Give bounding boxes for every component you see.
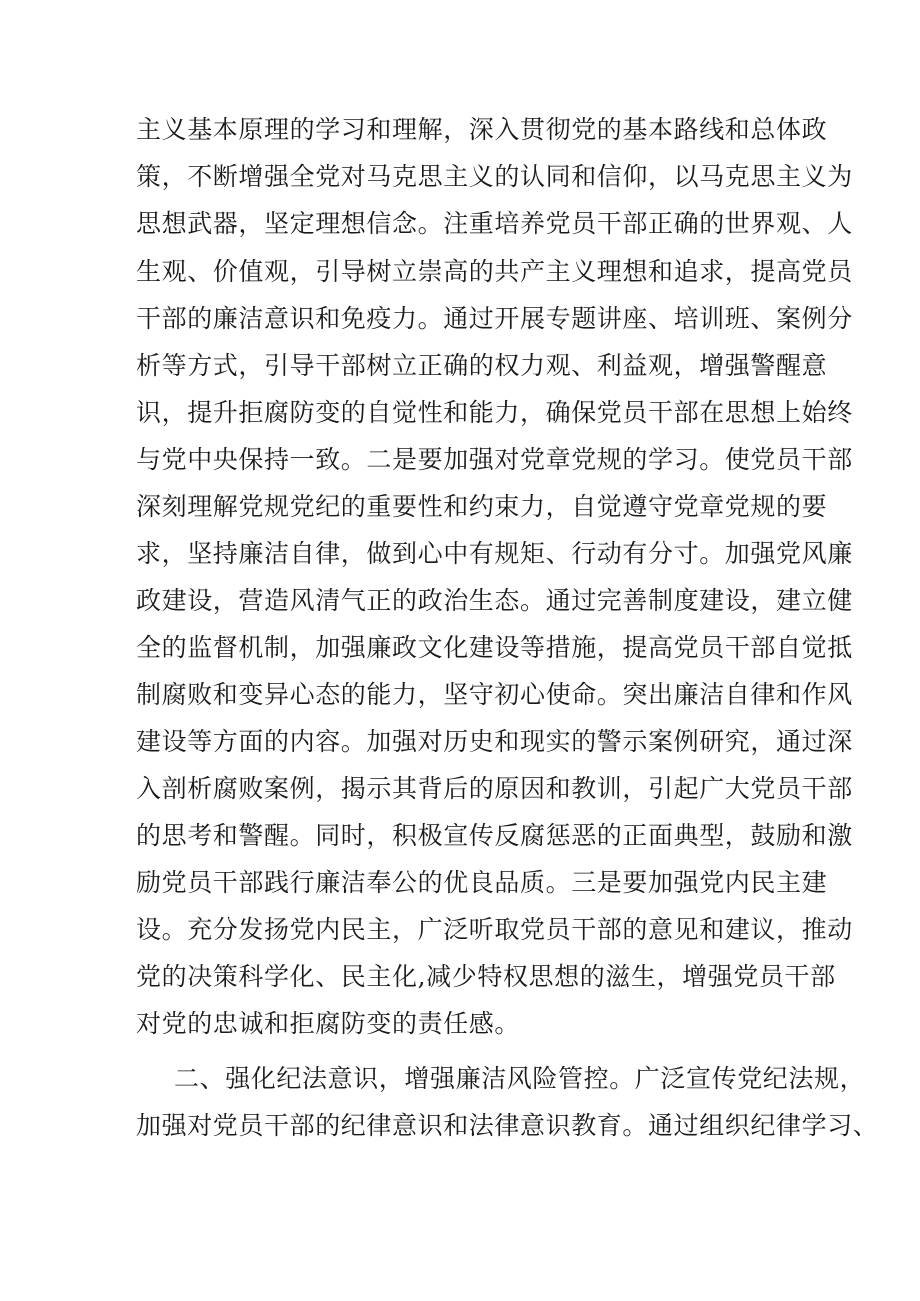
text-line: 与党中央保持一致。二是要加强对党章党规的学习。使党员干部: [136, 445, 853, 474]
text-line: 制腐败和变异心态的能力，坚守初心使命。突出廉洁自律和作风: [136, 680, 853, 709]
text-line: 求，坚持廉洁自律，做到心中有规矩、行动有分寸。加强党风廉: [136, 539, 853, 568]
text-line: 加强对党员干部的纪律意识和法律意识教育。通过组织纪律学习、: [136, 1111, 879, 1140]
text-line: 策，不断增强全党对马克思主义的认同和信仰，以马克思主义为: [136, 162, 853, 191]
text-line: 政建设，营造风清气正的政治生态。通过完善制度建设，建立健: [136, 586, 853, 615]
text-line: 深刻理解党规党纪的重要性和约束力，自觉遵守党章党规的要: [136, 492, 828, 521]
text-line: 主义基本原理的学习和理解，深入贯彻党的基本路线和总体政: [136, 115, 828, 144]
text-line: 设。充分发扬党内民主，广泛听取党员干部的意见和建议，推动: [136, 915, 853, 944]
text-line: 励党员干部践行廉洁奉公的优良品质。三是要加强党内民主建: [136, 868, 828, 897]
text-line: 入剖析腐败案例，揭示其背后的原因和教训，引起广大党员干部: [136, 774, 853, 803]
text-line: 二、强化纪法意识，增强廉洁风险管控。广泛宣传党纪法规，: [174, 1064, 866, 1093]
text-line: 的思考和警醒。同时，积极宣传反腐惩恶的正面典型，鼓励和激: [136, 821, 853, 850]
text-line: 识，提升拒腐防变的自觉性和能力，确保党员干部在思想上始终: [136, 398, 853, 427]
text-line: 思想武器，坚定理想信念。注重培养党员干部正确的世界观、人: [136, 209, 853, 238]
text-line: 析等方式，引导干部树立正确的权力观、利益观，增强警醒意: [136, 351, 828, 380]
text-line: 干部的廉洁意识和免疫力。通过开展专题讲座、培训班、案例分: [136, 304, 853, 333]
text-line: 建设等方面的内容。加强对历史和现实的警示案例研究，通过深: [136, 727, 853, 756]
text-line: 全的监督机制，加强廉政文化建设等措施，提高党员干部自觉抵: [136, 633, 853, 662]
text-line: 生观、价值观，引导树立崇高的共产主义理想和追求，提高党员: [136, 257, 853, 286]
text-line: 对党的忠诚和拒腐防变的责任感。: [136, 1009, 521, 1038]
text-line: 党的决策科学化、民主化,减少特权思想的滋生，增强党员干部: [136, 962, 836, 991]
